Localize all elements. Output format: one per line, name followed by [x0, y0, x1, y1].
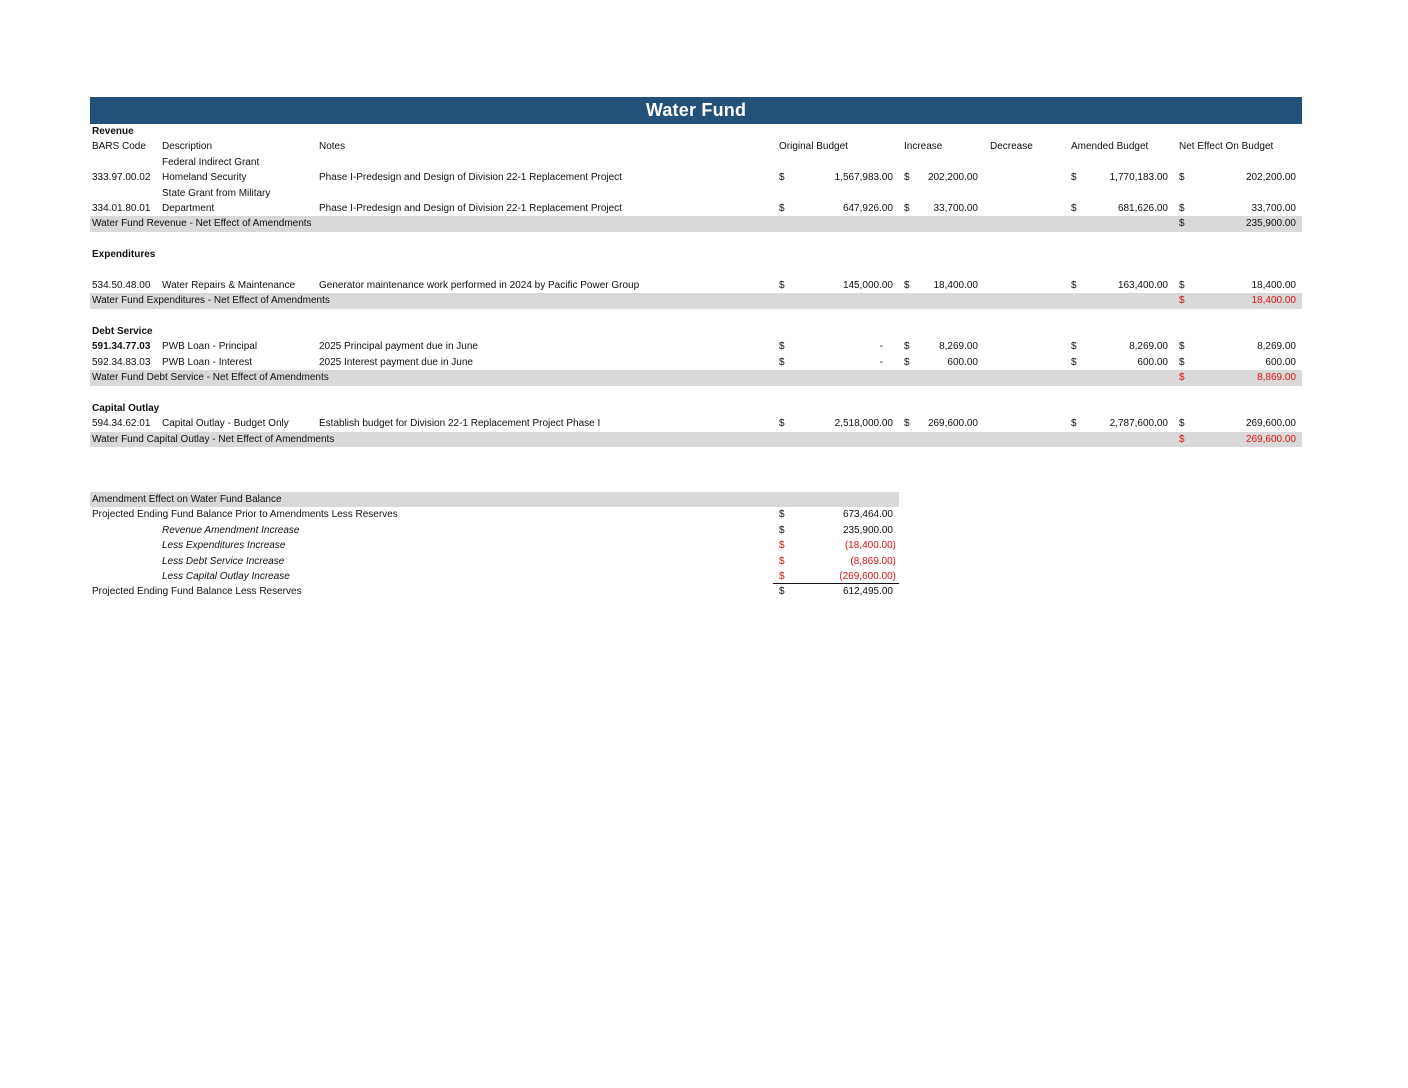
table-row [90, 201, 1302, 216]
table-row [90, 339, 1302, 354]
net-effect-value: 600.00 [1265, 356, 1296, 368]
summary-row [90, 523, 899, 538]
currency-sign: $ [1179, 372, 1185, 384]
currency-sign: $ [779, 509, 785, 521]
section-label-revenue [90, 124, 1302, 139]
currency-sign: $ [904, 279, 910, 291]
net-effect-value: 269,600.00 [1245, 418, 1296, 430]
row-notes: Phase I-Predesign and Design of Division 22-1 Replacement Project [319, 172, 622, 184]
section-label: Debt Service [92, 326, 153, 338]
section-label-debt-service [90, 324, 1302, 339]
summary-row [90, 538, 899, 553]
currency-sign: $ [1071, 418, 1077, 430]
table-row [90, 278, 1302, 293]
currency-sign: $ [779, 540, 785, 552]
currency-sign: $ [779, 418, 785, 430]
row-description: Department [162, 202, 215, 214]
currency-sign: $ [1071, 341, 1077, 353]
subtotal-row-revenue [90, 216, 1302, 231]
currency-sign: $ [1071, 279, 1077, 291]
subtotal-row-capital-outlay [90, 432, 1302, 447]
original-budget-value: 647,926.00 [842, 202, 893, 214]
section-label-capital-outlay [90, 401, 1302, 416]
summary-row [90, 569, 899, 584]
table-row [90, 170, 1302, 185]
currency-sign: $ [779, 586, 785, 598]
bars-code: 591.34.77.03 [92, 341, 151, 353]
net-effect-value: 202,200.00 [1245, 172, 1296, 184]
row-description: PWB Loan - Principal [162, 341, 258, 353]
column-headers [90, 139, 1302, 154]
currency-sign: $ [1179, 279, 1185, 291]
increase-value: 8,269.00 [939, 341, 978, 353]
spacer [90, 263, 1302, 278]
original-budget-value: 145,000.00 [842, 279, 893, 291]
currency-sign: $ [1071, 356, 1077, 368]
currency-sign: $ [1179, 202, 1185, 214]
row-description-line1: Federal Indirect Grant [162, 156, 260, 168]
original-budget-value: - [879, 341, 883, 353]
currency-sign: $ [779, 356, 785, 368]
summary-value: 673,464.00 [842, 509, 893, 521]
header-increase: Increase [904, 141, 943, 153]
original-budget-value: 2,518,000.00 [834, 418, 893, 430]
summary-header [90, 492, 899, 507]
subtotal-label: Water Fund Capital Outlay - Net Effect of Amendments [92, 433, 335, 445]
currency-sign: $ [1179, 341, 1185, 353]
header-original-budget: Original Budget [779, 141, 848, 153]
currency-sign: $ [904, 341, 910, 353]
summary-value: 612,495.00 [842, 586, 893, 598]
summary-label: Revenue Amendment Increase [162, 524, 300, 536]
summary-header-label: Amendment Effect on Water Fund Balance [92, 494, 282, 505]
header-notes: Notes [319, 141, 346, 153]
increase-value: 202,200.00 [927, 172, 978, 184]
row-description: PWB Loan - Interest [162, 356, 253, 368]
subtotal-label: Water Fund Revenue - Net Effect of Amendments [92, 218, 312, 230]
summary-label: Less Debt Service Increase [162, 555, 285, 567]
summary-value: (18,400.00) [844, 540, 896, 552]
amended-budget-value: 681,626.00 [1117, 202, 1168, 214]
header-decrease: Decrease [990, 141, 1033, 153]
bars-code: 534.50.48.00 [92, 279, 151, 291]
subtotal-value: 18,400.00 [1251, 295, 1296, 307]
table-row-desc-line [90, 186, 1302, 201]
currency-sign: $ [779, 570, 785, 582]
row-notes: 2025 Principal payment due in June [319, 341, 478, 353]
net-effect-value: 8,269.00 [1257, 341, 1296, 353]
currency-sign: $ [904, 172, 910, 184]
summary-value: (269,600.00) [839, 570, 896, 582]
row-notes: Establish budget for Division 22-1 Replacement Project Phase I [319, 418, 601, 430]
section-label: Capital Outlay [92, 403, 160, 415]
increase-value: 18,400.00 [933, 279, 978, 291]
row-description: Water Repairs & Maintenance [162, 279, 296, 291]
bars-code: 592.34.83.03 [92, 356, 151, 368]
currency-sign: $ [1179, 172, 1185, 184]
net-effect-value: 33,700.00 [1251, 202, 1296, 214]
water-fund-table [90, 97, 1302, 447]
summary-value: (8,869.00) [850, 555, 896, 567]
net-effect-value: 18,400.00 [1251, 279, 1296, 291]
increase-value: 269,600.00 [927, 418, 978, 430]
bars-code: 594.34.62.01 [92, 418, 151, 430]
currency-sign: $ [779, 202, 785, 214]
summary-label: Less Expenditures Increase [162, 540, 286, 552]
currency-sign: $ [904, 356, 910, 368]
currency-sign: $ [1071, 172, 1077, 184]
row-notes: Generator maintenance work performed in 2024 by Pacific Power Group [319, 279, 640, 291]
currency-sign: $ [904, 202, 910, 214]
currency-sign: $ [1179, 418, 1185, 430]
amended-budget-value: 600.00 [1137, 356, 1168, 368]
row-description-line1: State Grant from Military [162, 187, 271, 199]
amended-budget-value: 1,770,183.00 [1109, 172, 1168, 184]
spacer [90, 232, 1302, 247]
subtotal-row-expenditures [90, 293, 1302, 308]
currency-sign: $ [779, 279, 785, 291]
fund-balance-summary [90, 492, 899, 600]
spacer [90, 386, 1302, 401]
amended-budget-value: 8,269.00 [1129, 341, 1168, 353]
header-description: Description [162, 141, 213, 153]
subtotal-row-debt-service [90, 370, 1302, 385]
summary-label: Projected Ending Fund Balance Less Reserves [92, 586, 302, 598]
original-budget-value: 1,567,983.00 [834, 172, 893, 184]
subtotal-value: 8,869.00 [1257, 372, 1296, 384]
summary-label: Less Capital Outlay Increase [162, 570, 290, 582]
summary-value: 235,900.00 [842, 524, 893, 536]
original-budget-value: - [879, 356, 883, 368]
subtotal-label: Water Fund Debt Service - Net Effect of Amendments [92, 372, 329, 384]
spacer [90, 309, 1302, 324]
row-description: Capital Outlay - Budget Only [162, 418, 289, 430]
currency-sign: $ [779, 172, 785, 184]
amended-budget-value: 163,400.00 [1117, 279, 1168, 291]
currency-sign: $ [1179, 356, 1185, 368]
subtotal-label: Water Fund Expenditures - Net Effect of Amendments [92, 295, 330, 307]
currency-sign: $ [779, 555, 785, 567]
row-description: Homeland Security [162, 172, 247, 184]
increase-value: 33,700.00 [933, 202, 978, 214]
currency-sign: $ [1179, 218, 1185, 230]
table-row [90, 416, 1302, 431]
currency-sign: $ [1179, 295, 1185, 307]
summary-total-row [90, 584, 899, 599]
header-amended-budget: Amended Budget [1071, 141, 1149, 153]
bars-code: 333.97.00.02 [92, 172, 151, 184]
section-label: Expenditures [92, 249, 156, 261]
subtotal-value: 269,600.00 [1245, 433, 1296, 445]
table-row [90, 355, 1302, 370]
header-bars-code: BARS Code [92, 141, 146, 153]
currency-sign: $ [1071, 202, 1077, 214]
page-title: Water Fund [90, 97, 1302, 124]
table-row-desc-line [90, 155, 1302, 170]
amended-budget-value: 2,787,600.00 [1109, 418, 1168, 430]
subtotal-value: 235,900.00 [1245, 218, 1296, 230]
summary-row [90, 554, 899, 569]
increase-value: 600.00 [947, 356, 978, 368]
row-notes: 2025 Interest payment due in June [319, 356, 473, 368]
section-label-expenditures [90, 247, 1302, 262]
header-net-effect: Net Effect On Budget [1179, 141, 1274, 153]
row-notes: Phase I-Predesign and Design of Division 22-1 Replacement Project [319, 202, 622, 214]
section-label: Revenue [92, 126, 134, 137]
bars-code: 334.01.80.01 [92, 202, 151, 214]
currency-sign: $ [1179, 433, 1185, 445]
currency-sign: $ [904, 418, 910, 430]
summary-label: Projected Ending Fund Balance Prior to Amendments Less Reserves [92, 509, 398, 521]
summary-row [90, 507, 899, 522]
currency-sign: $ [779, 341, 785, 353]
currency-sign: $ [779, 524, 785, 536]
